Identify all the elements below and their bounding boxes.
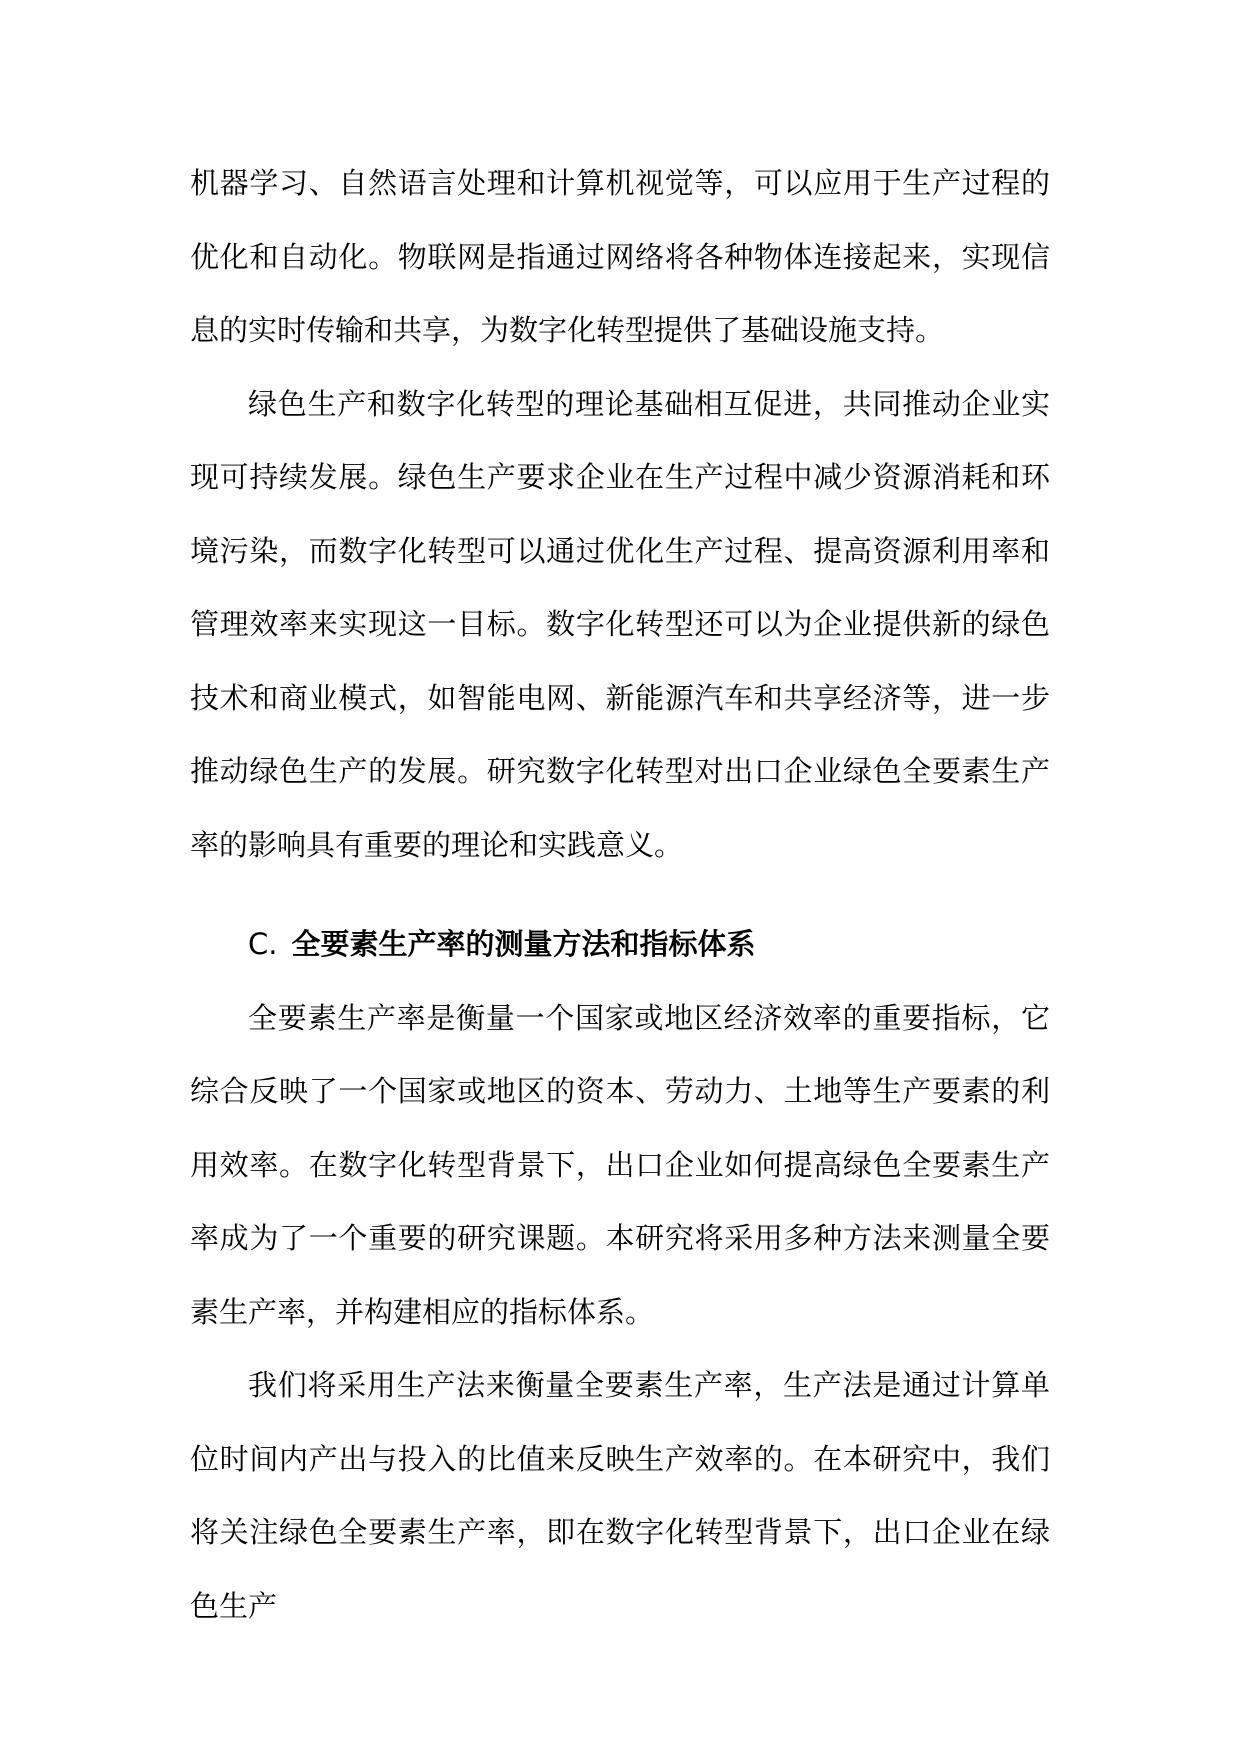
paragraph-production-method: 我们将采用生产法来衡量全要素生产率，生产法是通过计算单位时间内产出与投入的比值来反映生产效率的。在本研究中，我们将关注绿色全要素生产率，即在数字化转型背景下，出口企业在绿色生产 bbox=[190, 1368, 1050, 1623]
paragraph-theory-basis: 绿色生产和数字化转型的理论基础相互促进，共同推动企业实现可持续发展。绿色生产要求企业在生产过程中减少资源消耗和环境污染，而数字化转型可以通过优化生产过程、提高资源利用率和管理效率来实现这一目标。数字化转型还可以为企业提供新的绿色技术和商业模式，如智能电网、新能源汽车和共享经济等，进一步推动绿色生产的发展。研究数字化转型对出口企业绿色全要素生产率的影响具有重要的理论和实践意义。 bbox=[190, 386, 1050, 862]
paragraph-tfp-definition: 全要素生产率是衡量一个国家或地区经济效率的重要指标，它综合反映了一个国家或地区的资本、劳动力、土地等生产要素的利用效率。在数字化转型背景下，出口企业如何提高绿色全要素生产率成为了一个重要的研究课题。本研究将采用多种方法来测量全要素生产率，并构建相应的指标体系。 bbox=[190, 1000, 1050, 1329]
paragraph-continued: 机器学习、自然语言处理和计算机视觉等，可以应用于生产过程的优化和自动化。物联网是指通过网络将各种物体连接起来，实现信息的实时传输和共享，为数字化转型提供了基础设施支持。 bbox=[190, 166, 1050, 347]
section-label: C. bbox=[248, 927, 278, 961]
document-body bbox=[190, 147, 1050, 1643]
section-heading bbox=[190, 908, 1050, 982]
section-title: 全要素生产率的测量方法和指标体系 bbox=[291, 927, 756, 961]
